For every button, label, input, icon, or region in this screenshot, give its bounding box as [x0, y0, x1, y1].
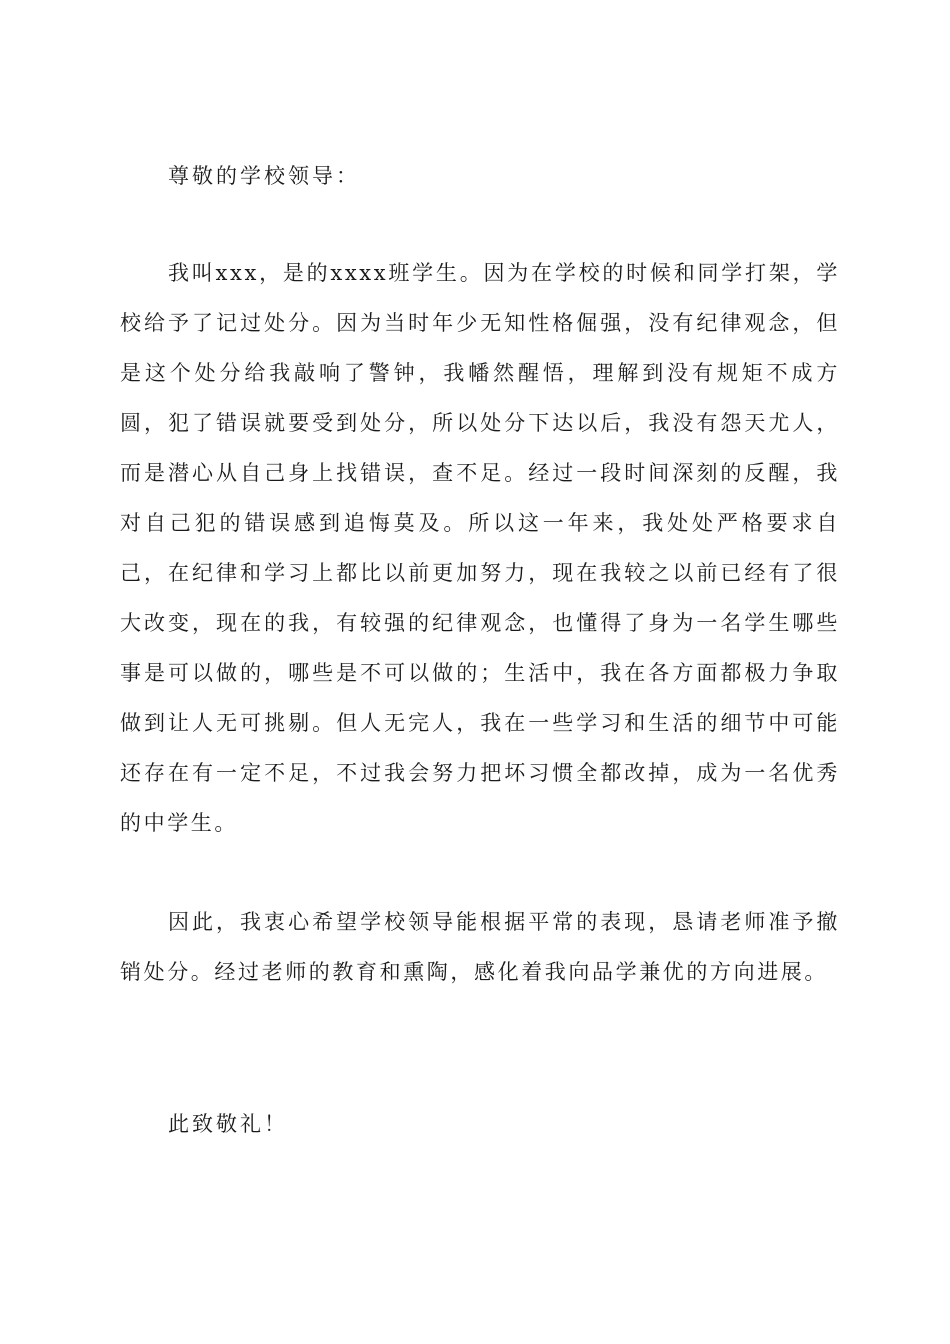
letter-paragraph-2: 因此，我衷心希望学校领导能根据平常的表现，恳请老师准予撤销处分。经过老师的教育和熏陶，感化着我向品学兼优的方向进展。: [120, 910, 840, 984]
letter-paragraph-1: 我叫xxx，是的xxxx班学生。因为在学校的时候和同学打架，学校给予了记过处分。因为当时年少无知性格倔强，没有纪律观念，但是这个处分给我敲响了警钟，我幡然醒悟，理解到没有规矩不成方圆，犯了错误就要受到处分，所以处分下达以后，我没有怨天尤人，而是潜心从自己身上找错误，查不足。经过一段时间深刻的反醒，我对自己犯的错误感到追悔莫及。所以这一年来，我处处严格要求自己，在纪律和学习上都比以前更加努力，现在我较之以前已经有了很大改变，现在的我，有较强的纪律观念，也懂得了身为一名学生哪些事是可以做的，哪些是不可以做的；生活中，我在各方面都极力争取做到让人无可挑剔。但人无完人，我在一些学习和生活的细节中可能还存在有一定不足，不过我会努力把坏习惯全都改掉，成为一名优秀的中学生。: [120, 261, 840, 835]
letter-closing: 此致敬礼！: [168, 1112, 288, 1136]
document-page: [120, 0, 840, 1344]
letter-salutation: 尊敬的学校领导：: [168, 164, 360, 188]
